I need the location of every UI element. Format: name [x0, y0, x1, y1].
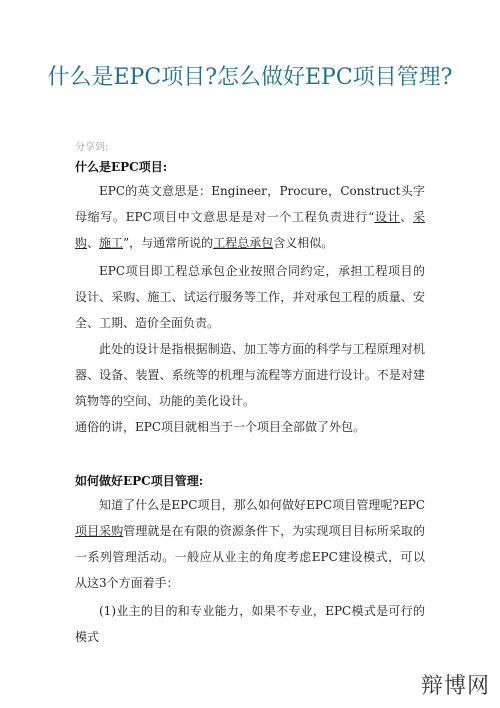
- text-fragment: 知道了什么是EPC项目，那么如何做好EPC项目管理呢?EPC: [99, 498, 425, 512]
- text-fragment: 含义相似。: [273, 236, 334, 250]
- paragraph-epc-definition: [75, 178, 425, 256]
- paragraph-point-1: (1)业主的目的和专业能力，如果不专业，EPC模式是可行的模式: [75, 604, 425, 644]
- article-title: 什么是EPC项目?怎么做好EPC项目管理?: [47, 65, 453, 90]
- link-project-procurement[interactable]: 项目采购: [75, 524, 124, 538]
- link-general-contracting[interactable]: 工程总承包: [213, 236, 274, 250]
- text-fragment: ”，与通常所说的: [123, 236, 214, 250]
- text-fragment: EPC的英文意思是：Engineer，Procure，Construct头字母缩写。EPC项目中文意思是是对一个工程负责进行“: [75, 184, 425, 224]
- share-label[interactable]: 分享到:: [75, 142, 109, 153]
- link-design[interactable]: 设计: [374, 210, 401, 224]
- link-procurement[interactable]: 采购: [75, 210, 425, 250]
- paragraph-epc-contracting: EPC项目即工程总承包企业按照合同约定，承担工程项目的设计、采购、施工、试运行服务等工作，并对承包工程的质量、安全、工期、造价全面负责。: [75, 264, 425, 330]
- paragraph-outsourcing: 通俗的讲，EPC项目就相当于一个项目全部做了外包。: [75, 420, 366, 434]
- text-fragment: 、: [400, 210, 413, 224]
- section-heading-how-to-manage: 如何做好EPC项目管理:: [75, 474, 204, 488]
- paragraph-design-meaning: 此处的设计是指根据制造、加工等方面的科学与工程原理对机器、设备、装置、系统等的机理与流程等方面进行设计。不是对建筑物等的空间、功能的美化设计。: [75, 342, 425, 408]
- section-heading-what-is-epc: 什么是EPC项目:: [75, 160, 168, 174]
- text-fragment: 、: [87, 236, 100, 250]
- site-watermark: 辩博网: [420, 674, 490, 699]
- text-fragment: 管理就是在有限的资源条件下，为实现项目目标所采取的一系列管理活动。一般应从业主的角度考虑EPC建设模式，可以从这3个方面着手：: [75, 524, 425, 590]
- link-construction[interactable]: 施工: [99, 236, 124, 250]
- paragraph-management-intro: [75, 492, 425, 596]
